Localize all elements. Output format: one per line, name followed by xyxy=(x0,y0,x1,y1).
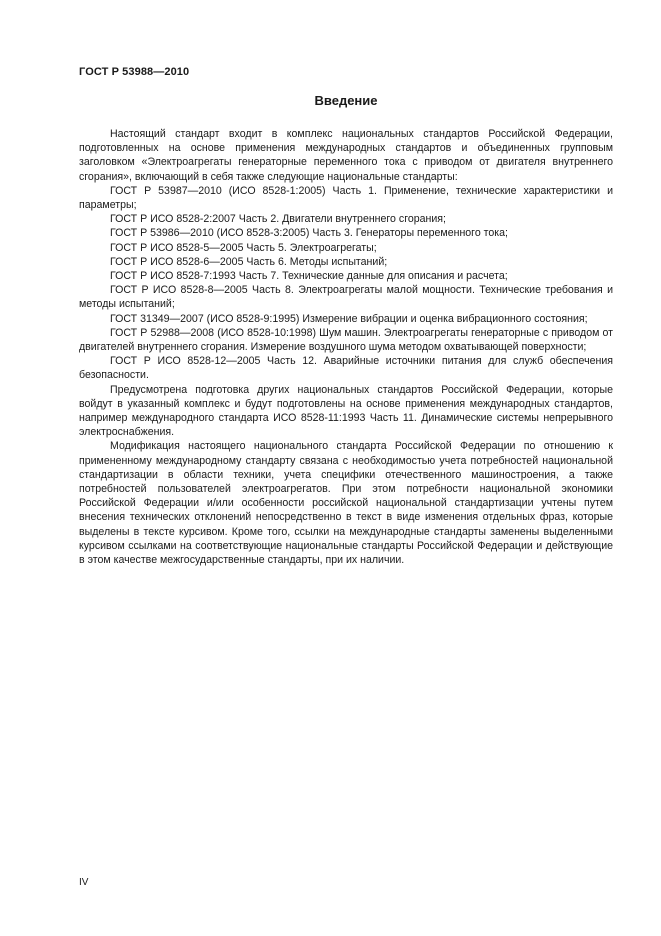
document-code-header: ГОСТ Р 53988—2010 xyxy=(79,66,190,78)
planned-standards-paragraph: Предусмотрена подготовка других национальных стандартов Российской Федерации, которые войдут в указанный комплекс и будут подготовлены на основе применения международных стандартов, например международного стандарта ИСО 8528-11:1993 Часть 11. Динамические системы непрерывного электроснабжения. xyxy=(79,383,613,439)
modification-paragraph: Модификация настоящего национального стандарта Российской Федерации по отношению к примененному международному стандарту связана с необходимостью учета потребностей национальной стандартизации в области техники, учета специфики отечественного машиностроения, а также потребностей пользователей электроагрегатов. При этом потребности национальной экономики Российской Федерации и/или особенности российской национальной стандартизации учтены путем внесения технических отклонений непосредственно в текст в виде изменения отдельных фраз, которые выделены в тексте курсивом. Кроме того, ссылки на международные стандарты заменены выделенными курсивом ссылками на соответствующие национальные стандарты Российской Федерации и действующие в этом качестве межгосударственные стандарты, при их наличии. xyxy=(79,440,613,567)
standard-list-item: ГОСТ Р 53986—2010 (ИСО 8528-3:2005) Часть 3. Генераторы переменного тока; xyxy=(110,227,508,240)
standard-list-item: ГОСТ Р 53987—2010 (ИСО 8528-1:2005) Часть 1. Применение, технические характеристики и параметры; xyxy=(79,184,613,212)
standard-list-item: ГОСТ Р ИСО 8528-8—2005 Часть 8. Электроагрегаты малой мощности. Технические требования и методы испытаний; xyxy=(79,284,613,311)
standard-list-item: ГОСТ 31349—2007 (ИСО 8528-9:1995) Измерение вибрации и оценка вибрационного состояния; xyxy=(110,312,588,325)
standard-list-item: ГОСТ Р ИСО 8528-2:2007 Часть 2. Двигатели внутреннего сгорания; xyxy=(110,213,446,226)
standard-list-item: ГОСТ Р ИСО 8528-7:1993 Часть 7. Технические данные для описания и расчета; xyxy=(110,270,508,283)
standard-list-item: ГОСТ Р 52988—2008 (ИСО 8528-10:1998) Шум машин. Электроагрегаты генераторные с приводом от двигателей внутреннего сгорания. Измерение воздушного шума методом охватывающей поверхности; xyxy=(79,326,613,354)
standard-list-item: ГОСТ Р ИСО 8528-5—2005 Часть 5. Электроагрегаты; xyxy=(110,241,377,254)
standard-list-item: ГОСТ Р ИСО 8528-12—2005 Часть 12. Аварийные источники питания для служб обеспечения безопасности. xyxy=(79,355,613,382)
standard-list-item: ГОСТ Р ИСО 8528-6—2005 Часть 6. Методы испытаний; xyxy=(110,255,388,268)
introduction-body xyxy=(79,127,613,567)
page-number: IV xyxy=(79,877,89,888)
intro-paragraph: Настоящий стандарт входит в комплекс национальных стандартов Российской Федерации, подготовленных на основе применения международных стандартов и объединенных групповым заголовком «Электроагрегаты генераторные переменного тока с приводом от двигателя внутреннего сгорания», включающий в себя также следующие национальные стандарты: xyxy=(79,128,613,183)
section-title: Введение xyxy=(314,93,378,108)
